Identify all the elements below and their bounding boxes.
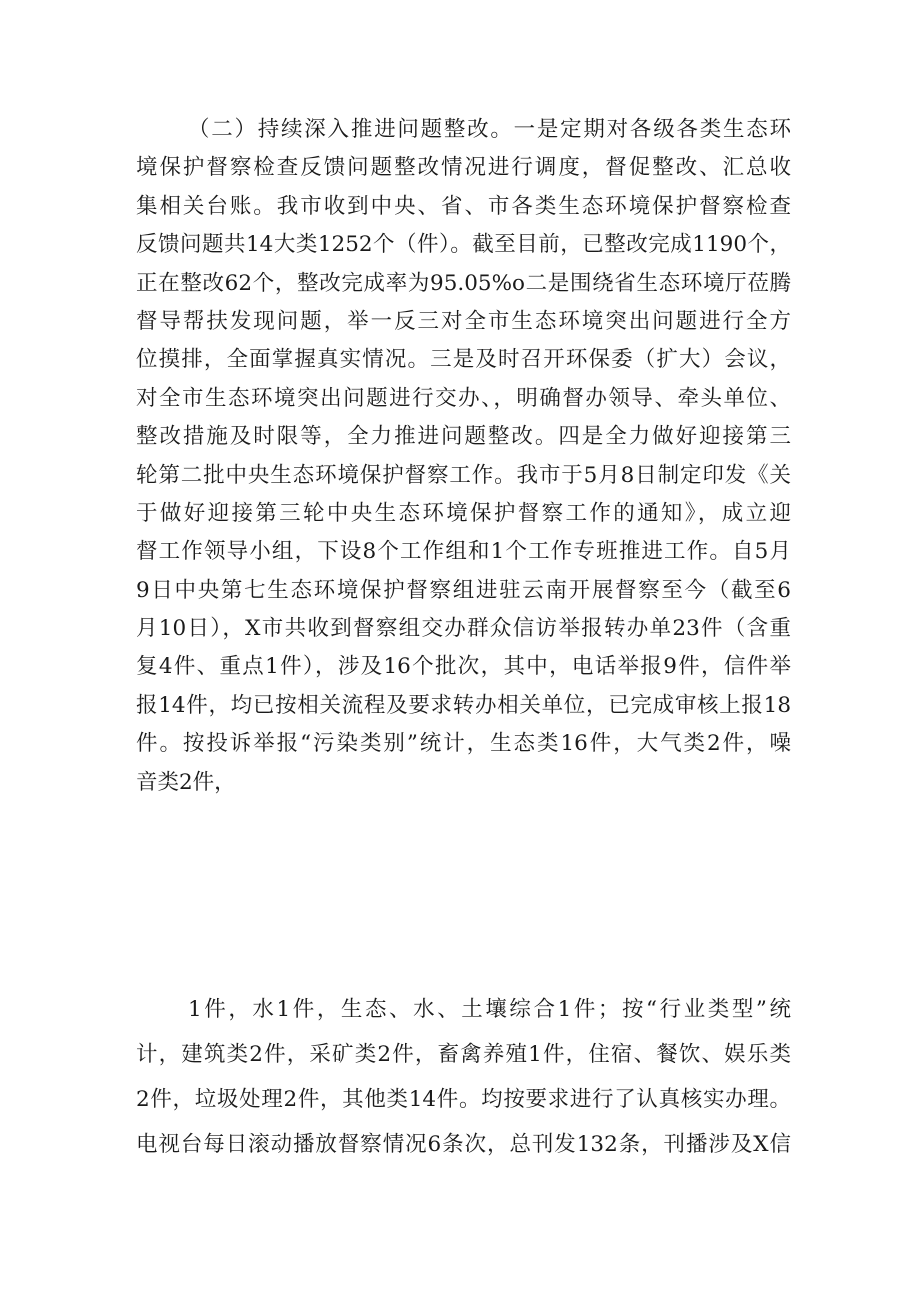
text-line: 正在整改62个，整改完成率为95.05%o二是围绕省生态环境厅莅腾	[136, 270, 791, 296]
text-line: 于做好迎接第三轮中央生态环境保护督察工作的通知》，成立迎	[136, 500, 791, 526]
text-line: 复4件、重点1件），涉及16个批次，其中，电话举报9件，信件举	[136, 654, 791, 680]
text-line: 2件，垃圾处理2件，其他类14件。均按要求进行了认真核实办理。	[136, 1087, 791, 1112]
text-line: 集相关台账。我市收到中央、省、市各类生态环境保护督察检查	[136, 193, 791, 219]
text-line: 轮第二批中央生态环境保护督察工作。我市于5月8日制定印发《关	[136, 462, 791, 488]
text-line: 计，建筑类2件，采矿类2件，畜禽养殖1件，住宿、餐饮、娱乐类	[136, 1042, 791, 1067]
text-line: 电视台每日滚动播放督察情况6条次，总刊发132条，刊播涉及X信	[136, 1132, 791, 1157]
text-line: （二）持续深入推进问题整改。一是定期对各级各类生态环	[188, 117, 791, 142]
text-line: 报14件，均已按相关流程及要求转办相关单位，已完成审核上报18	[136, 692, 791, 718]
text-line: 件。按投诉举报“污染类别”统计，生态类16件，大气类2件，噪	[136, 731, 791, 757]
text-line: 整改措施及时限等，全力推进问题整改。四是全力做好迎接第三	[136, 424, 791, 450]
text-line: 境保护督察检查反馈问题整改情况进行调度，督促整改、汇总收	[136, 155, 791, 181]
text-line: 反馈问题共14大类1252个（件）。截至目前，已整改完成1190个，	[136, 232, 791, 258]
paragraph-rectification	[136, 111, 791, 802]
text-line: 督工作领导小组，下设8个工作组和1个工作专班推进工作。自5月	[136, 539, 791, 565]
text-line: 督导帮扶发现问题，举一反三对全市生态环境突出问题进行全方	[136, 308, 791, 334]
text-line: 1件，水1件，生态、水、土壤综合1件；按“行业类型”统	[188, 997, 791, 1022]
text-line: 位摸排，全面掌握真实情况。三是及时召开环保委（扩大）会议，	[136, 347, 791, 373]
paragraph-statistics	[136, 987, 791, 1167]
text-line: 对全市生态环境突出问题进行交办、，明确督办领导、牵头单位、	[136, 385, 791, 411]
text-line: 月10日），X市共收到督察组交办群众信访举报转办单23件（含重	[136, 616, 791, 642]
text-line: 音类2件，	[136, 769, 236, 795]
text-line: 9日中央第七生态环境保护督察组进驻云南开展督察至今（截至6	[136, 577, 791, 603]
